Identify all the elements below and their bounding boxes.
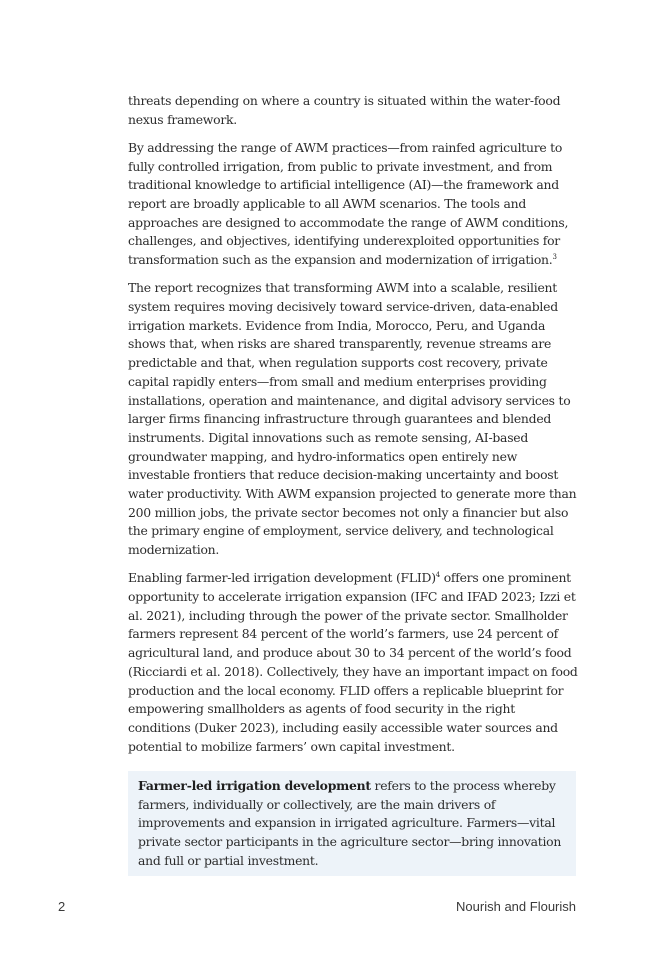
paragraph-text: By addressing the range of AWM practices—from rainfed agriculture to fully controlled irrigation, from public to private investment, and from traditional knowledge to artificial intelligence (AI)—the framework and report are broadly applicable to all AWM scenarios. The tools and approaches are designed to accommodate the range of AWM conditions, challenges, and objectives, identifying underexploited opportunities for transformation such as the expansion and modernization of irrigation. [128, 139, 569, 268]
callout-definition: refers to the process whereby farmers, individually or collectively, are the main drivers of improvements and expansion in irrigated agriculture. Farmers—vital private sector participants in the agriculture sector—bring innovation and full or partial investment. [138, 778, 562, 868]
page-number: 2 [58, 899, 66, 914]
paragraph-3 [128, 279, 578, 560]
footnote-ref-3[interactable]: 3 [552, 253, 557, 262]
paragraph-2 [128, 139, 578, 270]
paragraph-4 [128, 569, 578, 756]
page-footer [58, 899, 576, 914]
definition-callout-box [128, 771, 576, 876]
paragraph-1 [128, 92, 578, 129]
paragraph-text: The report recognizes that transforming AWM into a scalable, resilient system requires moving decisively toward service-driven, data-enabled irrigation markets. Evidence from India, Morocco, Peru, and Uganda shows that, when risks are shared transparently, revenue streams are predictable and that, when regulation supports cost recovery, private capital rapidly enters—from small and medium enterprises providing installations, operation and maintenance, and digital advisory services to larger firms financing infrastructure through guarantees and blended instruments. Digital innovations such as remote sensing, AI-based groundwater mapping, and hydro-informatics open entirely new investable frontiers that reduce decision-making uncertainty and boost water productivity. With AWM expansion projected to generate more than 200 million jobs, the private sector becomes not only a financier but also the primary engine of employment, service delivery, and technological modernization. [128, 280, 577, 558]
paragraph-text: Enabling farmer-led irrigation development (FLID) [128, 570, 436, 586]
body-text [128, 92, 578, 766]
callout-term: Farmer-led irrigation development [138, 778, 371, 793]
running-title: Nourish and Flourish [456, 899, 576, 914]
paragraph-text: threats depending on where a country is situated within the water-food nexus framework. [128, 93, 561, 127]
paragraph-text: offers one prominent opportunity to accelerate irrigation expansion (IFC and IFAD 2023; Izzi et al. 2021), including through the power of the private sector. Smallholder farmers represent 84 percent of the world’s farmers, use 24 percent of agricultural land, and produce about 30 to 34 percent of the world’s food (Ricciardi et al. 2018). Collectively, they have an important impact on food production and the local economy. FLID offers a replicable blueprint for empowering smallholders as agents of food security in the right conditions (Duker 2023), including easily accessible water sources and potential to mobilize farmers’ own capital investment. [128, 570, 578, 754]
footnote-ref-4[interactable]: 4 [435, 571, 441, 580]
